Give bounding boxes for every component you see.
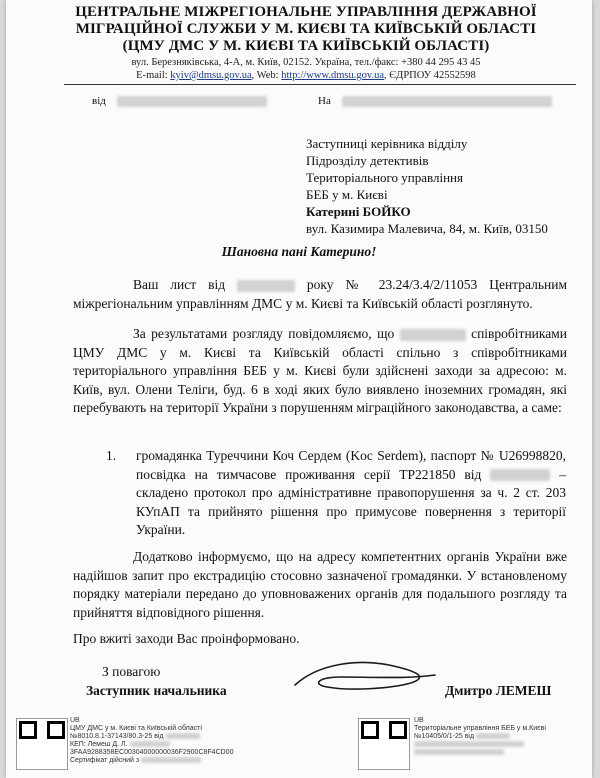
letterhead-contact-line bbox=[46, 69, 566, 82]
list-item-number: 1. bbox=[106, 448, 117, 463]
letterhead-line-3: (ЦМУ ДМС У М. КИЄВІ ТА КИЇВСЬКІЙ ОБЛАСТІ) bbox=[122, 38, 490, 54]
stamp-left-cert bbox=[70, 757, 260, 765]
redacted-stamp-left-time bbox=[130, 741, 170, 747]
stamp-right-reg bbox=[414, 733, 584, 741]
letterhead-contacts bbox=[46, 56, 566, 82]
web-link[interactable]: http://www.dmsu.gov.ua bbox=[281, 70, 384, 81]
stamp-right-reg-text: №10405/0/1-25 від bbox=[414, 733, 475, 740]
list-item bbox=[106, 447, 566, 540]
paragraph-1 bbox=[73, 276, 567, 313]
greeting: Шановна пані Катерино! bbox=[221, 244, 377, 259]
incoming-ref-label: На bbox=[318, 95, 331, 107]
stamp-left-cert-text: Сертифікат дійсний з bbox=[70, 757, 140, 764]
paragraph-2-end: співробітниками ЦМУ ДМС у м. Києві та Київській області спільно з співробітниками територіального управління БЕБ у м. Києві були здійснені заходи за адресою: м. Київ, вул. Олени Теліги, буд. 6 в ході яких було виявлено іноземних громадян, які перебувають на території України з порушенням міграційного законодавства, а саме: bbox=[73, 326, 568, 415]
outgoing-ref-label: від bbox=[92, 95, 106, 107]
stamp-right-extra bbox=[414, 741, 584, 749]
stamp-left-kep bbox=[70, 741, 260, 749]
stamp-left-org: ЦМУ ДМС у м. Києві та Київській області bbox=[70, 725, 202, 732]
closing-regards: З повагою bbox=[102, 664, 161, 679]
stamp-left-reg bbox=[70, 733, 260, 741]
paragraph-2-start: За результатами розгляду повідомляємо, що bbox=[133, 326, 395, 341]
redacted-stamp-left-date bbox=[166, 733, 200, 739]
paragraph-3: Додатково інформуємо, що на адресу компетентних органів України вже надійшов запит про екстрадицію стосовно зазначеної громадянки. У встановленому порядку матеріали передано до уповноважених органів для подальшого розгляду та прийняття відповідного рішення. bbox=[73, 549, 567, 620]
email-link[interactable]: kyiv@dmsu.gov.ua bbox=[170, 70, 252, 81]
web-label: , Web: bbox=[251, 70, 282, 81]
recipient-line-2: Підрозділу детективів bbox=[306, 153, 429, 168]
recipient-name-text: Катерині БОЙКО bbox=[306, 204, 411, 219]
qr-code-right bbox=[358, 718, 410, 770]
list-item-end: – складено протокол про адміністративне правопорушення за ч. 2 ст. 203 КУпАП та прийнято рішення про примусове повернення з території України. bbox=[136, 466, 566, 537]
list-item-start: громадянка Туреччини Коч Сердем (Koc Serdem), паспорт № U26998820, посвідка на тимчасове проживання серії ТР221850 від bbox=[136, 448, 566, 482]
stamp-right-extra-2 bbox=[414, 749, 584, 757]
edrpou-code: , ЄДРПОУ 42552598 bbox=[383, 70, 476, 81]
letterhead-line-2: МІГРАЦІЙНОЇ СЛУЖБИ У М. КИЄВІ ТА КИЇВСЬКІЙ ОБЛАСТІ bbox=[75, 21, 537, 37]
handwritten-signature bbox=[289, 655, 439, 699]
letterhead-divider bbox=[64, 84, 576, 85]
stamp-right-org: Територіальне управління БЕБ у м.Києві bbox=[414, 725, 546, 732]
email-label: E-mail: bbox=[136, 70, 171, 81]
recipient-line-3: Територіального управління bbox=[306, 170, 463, 185]
recipient-line-1: Заступниці керівника відділу bbox=[306, 136, 468, 151]
e-signature-stamp-right bbox=[414, 717, 584, 757]
recipient-line-4: БЕБ у м. Києві bbox=[306, 187, 388, 202]
redacted-letter-date bbox=[237, 280, 295, 292]
recipient-name bbox=[306, 203, 548, 220]
redacted-operation-date bbox=[400, 329, 466, 341]
signer-position: Заступник начальника bbox=[86, 683, 227, 698]
redacted-permit-date bbox=[490, 469, 550, 481]
letter-page bbox=[6, 0, 592, 778]
recipient-address: вул. Казимира Малевича, 84, м. Київ, 03150 bbox=[306, 221, 548, 236]
stamp-left-kep-text: КЕП: Лемеш Д. Л. bbox=[70, 741, 128, 748]
stamp-left-tag: UB bbox=[70, 717, 80, 724]
signer-name: Дмитро ЛЕМЕШ bbox=[445, 683, 552, 698]
paragraph-2 bbox=[73, 325, 567, 418]
stamp-right-tag: UB bbox=[414, 717, 424, 724]
redacted-stamp-left-cert bbox=[141, 757, 201, 763]
incoming-ref bbox=[318, 95, 552, 107]
paragraph-1-end: року № 23.24/3.4/2/11053 Центральним міжрегіональним управлінням ДМС у м. Києві та Київській області розглянуто. bbox=[73, 277, 567, 311]
e-signature-stamp-left bbox=[70, 717, 260, 765]
paragraph-4: Про вжиті заходи Вас проінформовано. bbox=[73, 631, 300, 646]
redacted-incoming-ref bbox=[342, 96, 552, 107]
recipient-block bbox=[306, 135, 548, 237]
paragraph-1-start: Ваш лист від bbox=[133, 277, 226, 292]
redacted-stamp-right-detail bbox=[414, 741, 524, 747]
outgoing-ref bbox=[92, 95, 267, 107]
redacted-stamp-right-detail-2 bbox=[414, 749, 504, 755]
redacted-stamp-right-date bbox=[476, 733, 510, 739]
letterhead-address: вул. Березняківська, 4-А, м. Київ, 02152. Україна, тел./факс: +380 44 295 43 45 bbox=[131, 57, 481, 68]
stamp-left-reg-text: №8010.8.1-37143/80.3-25 від bbox=[70, 733, 164, 740]
letterhead-title bbox=[46, 4, 566, 55]
redacted-outgoing-ref bbox=[117, 96, 267, 107]
letterhead-line-1: ЦЕНТРАЛЬНЕ МІЖРЕГІОНАЛЬНЕ УПРАВЛІННЯ ДЕРЖАВНОЇ bbox=[75, 4, 537, 20]
qr-code-left bbox=[16, 718, 68, 770]
stamp-left-hash: 3FAA9288358EC00304000000036F2900C8F4CD00 bbox=[70, 749, 234, 756]
list-item-text bbox=[106, 447, 566, 540]
